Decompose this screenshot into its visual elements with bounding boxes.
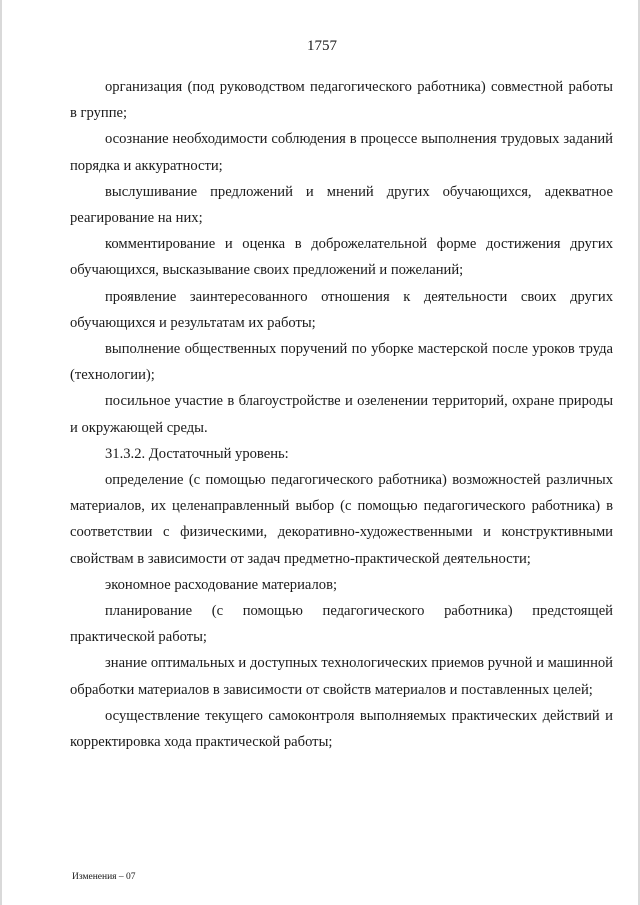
paragraph: выслушивание предложений и мнений других обучающихся, адекватное реагирование на них; [70,183,613,227]
document-body [70,74,613,755]
paragraph: посильное участие в благоустройстве и озеленении территорий, охране природы и окружающей среды. [70,393,613,436]
footer-note: Изменения – 07 [72,872,136,882]
paragraph: проявление заинтересованного отношения к деятельности своих других обучающихся и результатам их работы; [70,288,613,331]
paragraph: выполнение общественных поручений по уборке мастерской после уроков труда (технологии); [70,341,613,384]
paragraph: организация (под руководством педагогического работника) совместной работы в группе; [70,79,613,122]
paragraph: знание оптимальных и доступных технологических приемов ручной и машинной обработки материалов в зависимости от свойств материалов и поставленных целей; [70,655,613,698]
page-number: 1757 [307,38,337,54]
paragraph: планирование (с помощью педагогического работника) предстоящей практической работы; [70,603,613,646]
paragraph: экономное расходование материалов; [105,576,338,593]
paragraph: осознание необходимости соблюдения в процессе выполнения трудовых заданий порядка и аккуратности; [70,131,613,174]
paragraph: комментирование и оценка в доброжелательной форме достижения других обучающихся, высказывание своих предложений и пожеланий; [70,236,613,279]
paragraph: осуществление текущего самоконтроля выполняемых практических действий и корректировка хода практической работы; [70,707,613,751]
section-heading: 31.3.2. Достаточный уровень: [105,445,289,462]
paragraph: определение (с помощью педагогического работника) возможностей различных материалов, их целенаправленный выбор (с помощью педагогического работника) в соответствии с физическими, декоративно-художественными и конструктивными свойствам в зависимости от задач предметно-практической деятельности; [70,472,613,567]
